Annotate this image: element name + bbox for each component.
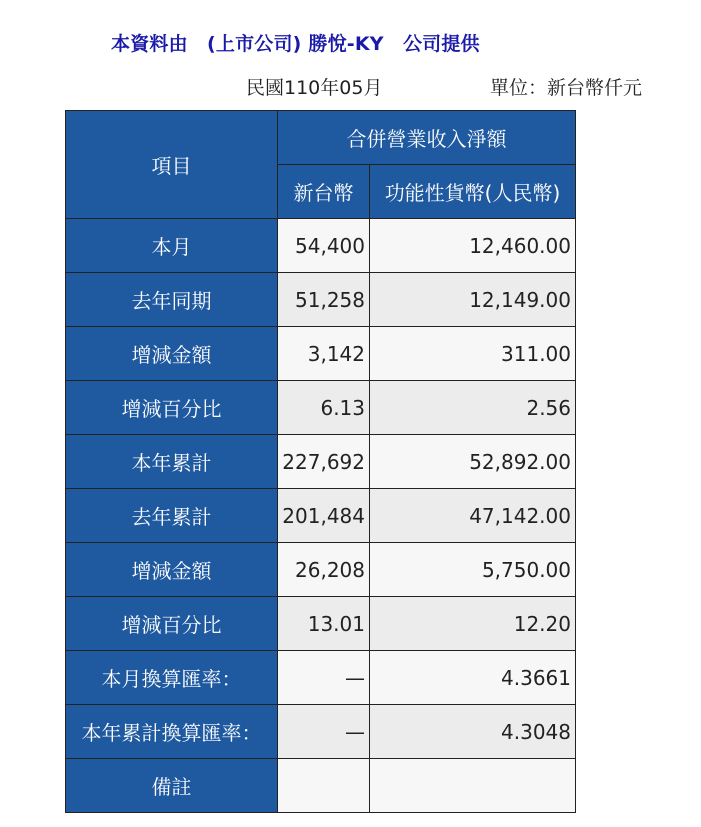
item-column-header: 項目 — [66, 111, 278, 219]
twd-value: — — [278, 651, 370, 705]
table-row — [66, 597, 576, 651]
revenue-table — [65, 110, 576, 813]
twd-value: 3,142 — [278, 327, 370, 381]
row-label: 備註 — [66, 759, 278, 813]
twd-value: 201,484 — [278, 489, 370, 543]
twd-value: 6.13 — [278, 381, 370, 435]
table-header-row — [66, 111, 576, 165]
row-label: 本年累計換算匯率： — [66, 705, 278, 759]
twd-value: 227,692 — [278, 435, 370, 489]
functional-currency-value: 12,149.00 — [370, 273, 576, 327]
twd-value: 13.01 — [278, 597, 370, 651]
table-row — [66, 273, 576, 327]
functional-currency-value: 12,460.00 — [370, 219, 576, 273]
functional-currency-value: 52,892.00 — [370, 435, 576, 489]
twd-value: — — [278, 705, 370, 759]
table-row — [66, 705, 576, 759]
row-label: 去年同期 — [66, 273, 278, 327]
functional-currency-value: 311.00 — [370, 327, 576, 381]
report-unit: 單位：新台幣仟元 — [490, 77, 643, 99]
row-label: 增減金額 — [66, 543, 278, 597]
table-row — [66, 219, 576, 273]
functional-currency-value: 12.20 — [370, 597, 576, 651]
table-row — [66, 759, 576, 813]
functional-currency-value: 4.3661 — [370, 651, 576, 705]
functional-currency-value: 5,750.00 — [370, 543, 576, 597]
report-date: 民國110年05月 — [246, 77, 383, 99]
row-label: 增減金額 — [66, 327, 278, 381]
row-label: 增減百分比 — [66, 381, 278, 435]
functional-currency-value: 2.56 — [370, 381, 576, 435]
twd-value: 51,258 — [278, 273, 370, 327]
functional-currency-value: 4.3048 — [370, 705, 576, 759]
row-label: 增減百分比 — [66, 597, 278, 651]
twd-value: 26,208 — [278, 543, 370, 597]
twd-value: 54,400 — [278, 219, 370, 273]
twd-column-header: 新台幣 — [278, 165, 370, 219]
functional-currency-value: 47,142.00 — [370, 489, 576, 543]
report-title: 本資料由 (上市公司) 勝悅-KY 公司提供 — [111, 33, 480, 55]
group-column-header: 合併營業收入淨額 — [278, 111, 576, 165]
table-row — [66, 489, 576, 543]
table-body — [66, 219, 576, 813]
functional-currency-value — [370, 759, 576, 813]
table-row — [66, 543, 576, 597]
row-label: 去年累計 — [66, 489, 278, 543]
row-label: 本月換算匯率： — [66, 651, 278, 705]
table-row — [66, 651, 576, 705]
row-label: 本月 — [66, 219, 278, 273]
table-row — [66, 435, 576, 489]
functional-currency-column-header: 功能性貨幣(人民幣) — [370, 165, 576, 219]
table-row — [66, 381, 576, 435]
table-row — [66, 327, 576, 381]
row-label: 本年累計 — [66, 435, 278, 489]
twd-value — [278, 759, 370, 813]
